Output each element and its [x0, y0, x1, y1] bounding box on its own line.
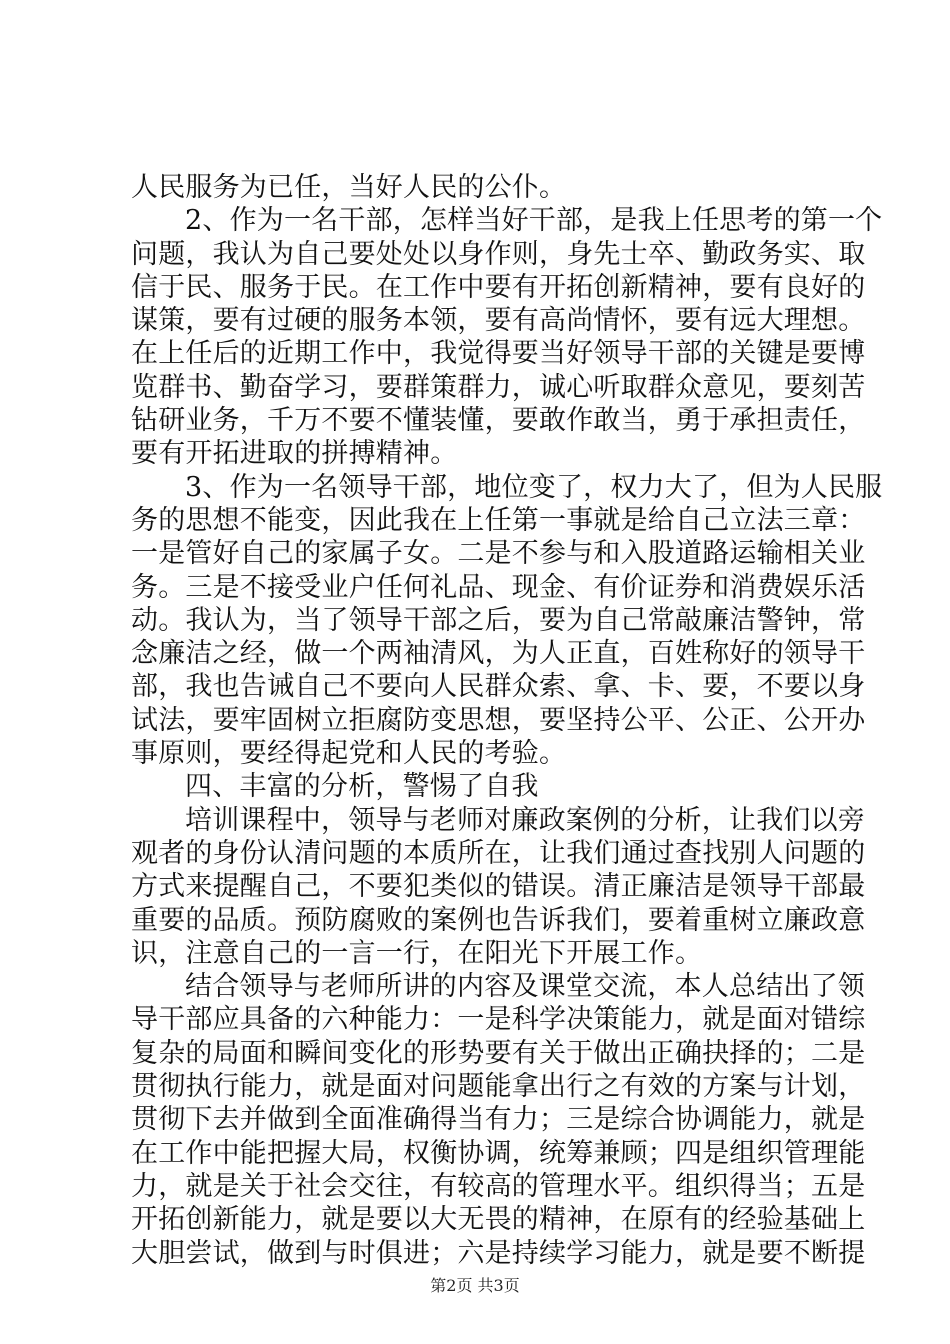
text-line: 方式来提醒自己，不要犯类似的错误。清正廉洁是领导干部最 [131, 871, 866, 903]
text-line: 在工作中能把握大局，权衡协调，统筹兼顾；四是组织管理能 [131, 1137, 866, 1169]
document-body [131, 171, 883, 1270]
section-heading: 四、丰富的分析，警惕了自我 [185, 771, 539, 803]
text-line: 览群书、勤奋学习，要群策群力，诚心听取群众意见，要刻苦 [131, 371, 866, 403]
text-line: 2、作为一名干部，怎样当好干部，是我上任思考的第一个 [185, 205, 883, 237]
text-line: 重要的品质。预防腐败的案例也告诉我们，要着重树立廉政意 [131, 904, 866, 936]
text-line: 贯彻下去并做到全面准确得当有力；三是综合协调能力，就是 [131, 1104, 866, 1136]
text-line: 问题，我认为自己要处处以身作则，身先士卒、勤政务实、取 [131, 238, 866, 270]
text-line: 导干部应具备的六种能力：一是科学决策能力，就是面对错综 [131, 1004, 866, 1036]
text-line: 动。我认为，当了领导干部之后，要为自己常敲廉洁警钟，常 [131, 604, 866, 636]
text-line: 一是管好自己的家属子女。二是不参与和入股道路运输相关业 [131, 538, 866, 570]
text-line: 试法，要牢固树立拒腐防变思想，要坚持公平、公正、公开办 [131, 704, 866, 736]
text-line: 谋策，要有过硬的服务本领，要有高尚情怀，要有远大理想。 [131, 305, 866, 337]
text-line: 开拓创新能力，就是要以大无畏的精神，在原有的经验基础上 [131, 1204, 866, 1236]
text-line: 要有开拓进取的拼搏精神。 [131, 438, 458, 470]
text-line: 部，我也告诫自己不要向人民群众索、拿、卡、要，不要以身 [131, 671, 866, 703]
text-line: 在上任后的近期工作中，我觉得要当好领导干部的关键是要博 [131, 338, 866, 370]
text-line: 人民服务为已任，当好人民的公仆。 [131, 172, 567, 203]
text-line: 务。三是不接受业户任何礼品、现金、有价证券和消费娱乐活 [131, 571, 866, 603]
text-line: 识，注意自己的一言一行，在阳光下开展工作。 [131, 937, 703, 969]
text-line: 大胆尝试，做到与时俱进；六是持续学习能力，就是要不断提 [131, 1237, 866, 1269]
text-line: 务的思想不能变，因此我在上任第一事就是给自己立法三章： [131, 504, 866, 536]
text-line: 观者的身份认清问题的本质所在，让我们通过查找别人问题的 [131, 837, 866, 869]
text-line: 结合领导与老师所讲的内容及课堂交流，本人总结出了领 [185, 971, 865, 1003]
page-number: 第2页 共3页 [430, 1276, 520, 1295]
text-line: 信于民、服务于民。在工作中要有开拓创新精神，要有良好的 [131, 271, 866, 303]
text-line: 复杂的局面和瞬间变化的形势要有关于做出正确抉择的；二是 [131, 1037, 866, 1069]
text-line: 贯彻执行能力，就是面对问题能拿出行之有效的方案与计划， [131, 1071, 866, 1103]
text-line: 3、作为一名领导干部，地位变了，权力大了，但为人民服 [185, 471, 883, 503]
text-line: 力，就是关于社会交往，有较高的管理水平。组织得当；五是 [131, 1170, 866, 1202]
text-line: 事原则，要经得起党和人民的考验。 [131, 738, 567, 770]
text-line: 念廉洁之经，做一个两袖清风，为人正直，百姓称好的领导干 [131, 638, 866, 670]
text-line: 培训课程中，领导与老师对廉政案例的分析，让我们以旁 [185, 804, 865, 836]
text-line: 钻研业务，千万不要不懂装懂，要敢作敢当，勇于承担责任， [131, 405, 866, 437]
